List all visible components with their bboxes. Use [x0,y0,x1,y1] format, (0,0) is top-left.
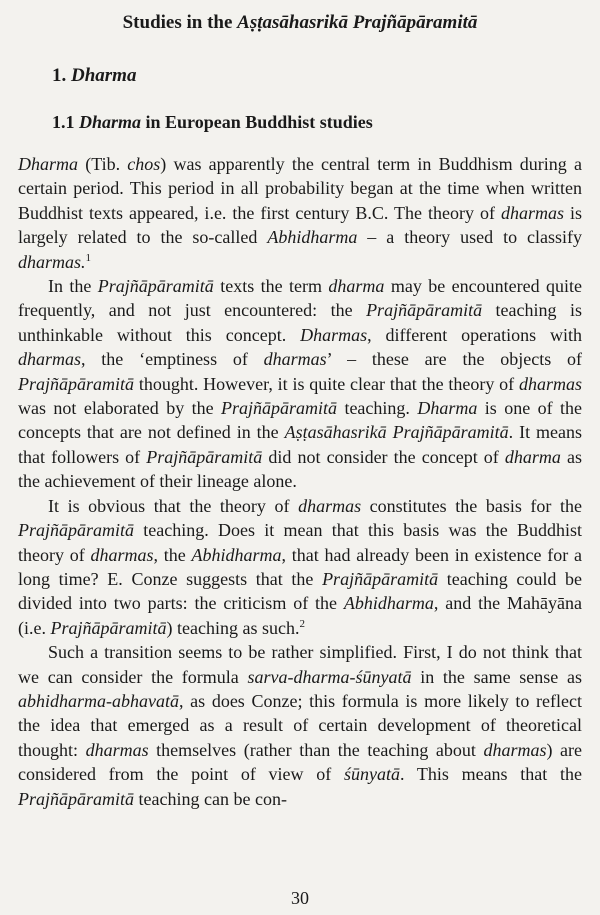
italic-run: Prajñāpāramitā [322,568,439,589]
chapter-heading [52,64,582,88]
italic-run: dharmas [90,544,154,565]
italic-run: Abhidharma [343,593,434,614]
paragraph [18,494,582,640]
italic-run: dharma [328,276,385,297]
text-run: ) are considered from the point of view of [18,739,583,785]
text-run: ) was apparently the central term in Buddhism during a certain period. This period in all probability began at the time when written Buddhist texts appeared, i.e. the first century B.C. The theory of [18,154,582,223]
paragraph [18,152,582,274]
running-title-italic: Aṣṭasāhasrikā Prajñāpāramitā [237,12,478,33]
italic-run: Prajñāpāramitā [97,276,214,297]
text-run: is one of the concepts that are not defined in the [18,398,582,443]
italic-run: śūnyatā [343,764,400,785]
italic-run: dharma [504,446,561,467]
text-run: It is obvious that the theory of [48,495,299,516]
text-run: ’ – these are the objects of [326,349,582,370]
section-title-rest: in European Buddhist studies [141,112,373,132]
page-number: 30 [291,888,309,908]
italic-run: abhidharma-abhavatā [18,690,179,711]
italic-run: Abhidharma [267,227,358,248]
italic-run: Dharma [18,154,79,174]
italic-run: Prajñāpāramitā [221,398,338,419]
text-run: as the achievement of their lineage alone. [18,446,583,492]
text-run: (Tib. [78,154,128,174]
text-run: teaching could be divided into two parts: the criticism of the [18,568,583,614]
italic-run: dharmas [518,373,582,394]
section-number: 1.1 [52,112,79,132]
text-run: themselves (rather than the teaching about [148,739,484,760]
text-run: texts the term [213,276,329,297]
paragraph [18,640,582,811]
italic-run: dharmas [85,739,149,760]
text-run: . It means that followers of [18,422,583,467]
text-run: teaching can be con- [134,788,287,809]
italic-run: dharmas [298,495,362,516]
italic-run: dharmas [18,349,82,370]
italic-run: Abhidharma [191,544,282,565]
text-run: is largely related to the so-called [18,202,582,248]
text-run: , the [153,544,192,565]
body-text [18,152,582,811]
text-run: thought. However, it is quite clear that the theory of [134,373,519,394]
text-run: . This means that the [399,764,582,785]
paragraph [18,274,582,494]
text-run: was not elaborated by the [18,398,222,419]
footnote-marker: 2 [299,617,305,630]
text-run: Such a transition seems to be rather simplified. First, I do not think that we can consider the formula [18,642,582,687]
italic-run: Prajñāpāramitā [18,373,135,394]
italic-run: Dharma [417,398,478,419]
text-run: , the ‘emptiness of [81,349,264,370]
italic-run: Prajñāpāramitā [366,300,483,321]
text-run: teaching. [337,398,418,419]
running-title [18,10,582,36]
text-run: teaching is unthinkable without this concept. [18,300,582,345]
italic-run: dharmas [483,739,547,760]
chapter-title: Dharma [71,65,137,86]
text-run: constitutes the basis for the [361,495,582,516]
running-title-plain: Studies in the [122,12,238,33]
footnote-marker: 1 [85,251,92,264]
text-run: , as does Conze; this formula is more likely to reflect the idea that emerged as a result of certain development of theoretical thought: [18,690,582,760]
italic-run: sarva-dharma-śūnyatā [247,666,412,687]
italic-run: chos [127,154,161,174]
italic-run: dharmas [500,202,564,223]
text-run: did not consider the concept of [262,446,505,467]
text-run: , that had already been in existence for a long time? E. Conze suggests that the [18,544,582,589]
italic-run: Prajñāpāramitā [18,788,135,809]
chapter-number: 1. [52,65,71,86]
italic-run: dharmas. [18,251,86,272]
text-run: In the [48,276,98,297]
italic-run: Aṣṭasāhasrikā Prajñāpāramitā [284,422,509,443]
text-run: may be encountered quite frequently, and not just encountered: the [18,276,582,321]
text-run: – a theory used to classify [357,227,583,248]
text-run: in the same sense as [411,666,582,687]
italic-run: Prajñāpāramitā [50,617,167,638]
italic-run: dharmas [263,349,327,370]
text-run: teaching. Does it mean that this basis was the Buddhist theory of [18,520,582,565]
text-run: , different operations with [367,324,582,345]
text-run: ) teaching as such. [166,617,300,638]
text-run: , and the Mahāyāna (i.e. [18,593,582,638]
italic-run: Prajñāpāramitā [146,446,263,467]
section-title-italic: Dharma [79,112,142,132]
italic-run: Dharmas [300,324,368,345]
italic-run: Prajñāpāramitā [18,520,135,541]
section-heading [52,110,582,134]
